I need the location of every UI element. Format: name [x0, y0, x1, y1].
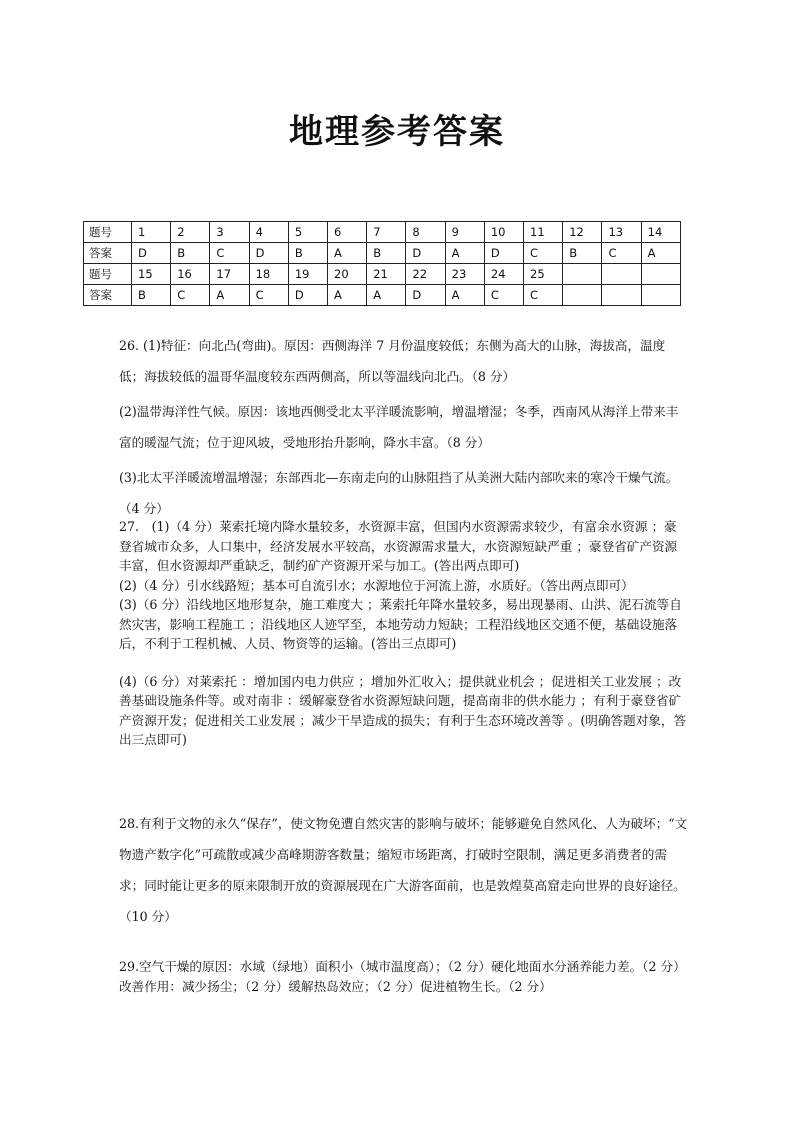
row-header: 题号 [84, 222, 132, 243]
q26-part2: (2)温带海洋性气候。原因：该地西侧受北太平洋暖流影响，增温增湿；冬季，西南风从海洋上带来丰富的暖湿气流；位于迎风坡，受地形抬升影响，降水丰富。（8 分） [119, 404, 679, 450]
question-28 [119, 808, 689, 932]
q28-text: 28.有利于文物的永久“保存”，使文物免遭自然灾害的影响与破坏；能够避免自然风化、人为破坏；“文物遗产数字化”可疏散或减少高峰期游客数量；缩短市场距离，打破时空限制，满足更多消费者的需求；同时能让更多的原来限制开放的资源展现在广大游客面前，也是敦煌莫高窟走向世界的良好途径。（10 分） [119, 816, 688, 924]
row-header: 答案 [84, 285, 132, 306]
answer-cell: 8 [406, 222, 445, 243]
answer-cell: A [641, 243, 680, 264]
answer-cell: 4 [249, 222, 288, 243]
answer-cell: C [524, 285, 563, 306]
answer-cell: D [406, 243, 445, 264]
answer-cell: D [484, 243, 523, 264]
q27-part1: 27. (1)（4 分）莱索托境内降水量较多，水资源丰富，但国内水资源需求较少，有富余水资源 ；豪登省城市众多，人口集中，经济发展水平较高，水资源需求量大，水资源短缺严重 ；豪登省矿产资源丰富，但水资源却严重缺乏，制约矿产资源开采与加工。(答出两点即可) [119, 519, 678, 573]
answer-cell [602, 264, 641, 285]
q29-part1: 29.空气干燥的原因：水域（绿地）面积小（城市温度高）；（2 分）硬化地面水分涵养能力差。（2 分） [119, 959, 686, 974]
answer-cell: 5 [288, 222, 327, 243]
question-27 [119, 517, 689, 750]
q27-part2: (2)（4 分）引水线路短；基本可自流引水；水源地位于河流上游，水质好。（答出两点即可） [119, 577, 634, 593]
answer-cell: 10 [484, 222, 523, 243]
answer-table-row [84, 285, 681, 306]
answer-cell: 13 [602, 222, 641, 243]
answer-cell: 9 [445, 222, 484, 243]
answer-cell: 18 [249, 264, 288, 285]
answer-cell: A [367, 285, 406, 306]
answer-cell: 19 [288, 264, 327, 285]
answer-cell: 20 [328, 264, 367, 285]
answer-cell: 22 [406, 264, 445, 285]
row-header: 答案 [84, 243, 132, 264]
answer-cell: C [249, 285, 288, 306]
q26-part3: (3)北太平洋暖流增温增湿；东部西北—东南走向的山脉阻挡了从美洲大陆内部吹来的寒冷干燥气流。（4 分） [119, 470, 679, 516]
answer-cell: 15 [132, 264, 171, 285]
answer-cell: A [210, 285, 249, 306]
answer-cell: C [524, 243, 563, 264]
answer-table-row [84, 243, 681, 264]
answer-cell: A [445, 243, 484, 264]
answer-cell: A [445, 285, 484, 306]
answer-cell: 16 [171, 264, 210, 285]
answer-cell: D [288, 285, 327, 306]
answer-cell: C [210, 243, 249, 264]
answer-cell: B [132, 285, 171, 306]
answer-cell: C [484, 285, 523, 306]
answer-cell: 17 [210, 264, 249, 285]
answer-table [83, 221, 681, 306]
answer-cell: 6 [328, 222, 367, 243]
answer-cell: D [249, 243, 288, 264]
answer-table-row [84, 222, 681, 243]
page-title: 地理参考答案 [289, 112, 505, 152]
answer-cell: B [367, 243, 406, 264]
answer-cell: 7 [367, 222, 406, 243]
answer-cell: 12 [563, 222, 602, 243]
answer-cell [641, 264, 680, 285]
question-29 [119, 957, 689, 996]
q29-part2: 改善作用：减少扬尘；（2 分）缓解热岛效应；（2 分）促进植物生长。（2 分） [119, 978, 552, 994]
answer-cell: 24 [484, 264, 523, 285]
answer-cell: C [602, 243, 641, 264]
question-26 [119, 330, 689, 524]
answer-cell: 21 [367, 264, 406, 285]
answer-cell: 2 [171, 222, 210, 243]
answer-cell [602, 285, 641, 306]
answer-cell: B [563, 243, 602, 264]
answer-cell: 14 [641, 222, 680, 243]
answer-cell: 25 [524, 264, 563, 285]
row-header: 题号 [84, 264, 132, 285]
answer-cell: B [288, 243, 327, 264]
answer-table-row [84, 264, 681, 285]
answer-cell: 3 [210, 222, 249, 243]
answer-cell: D [132, 243, 171, 264]
answer-cell: D [406, 285, 445, 306]
answer-cell [563, 285, 602, 306]
q27-part4: (4)（6 分）对莱索托 ：增加国内电力供应 ；增加外汇收入；提供就业机会 ；促进相关工业发展 ；改善基础设施条件等。或对南非 ：缓解豪登省水资源短缺问题，提高南非的供水能力 ；有利于豪登省矿产资源开发；促进相关工业发展 ；减少干旱造成的损失；有利于生态环境改善等 。(明确答题对象，答出三点即可) [119, 673, 687, 747]
answer-cell: 1 [132, 222, 171, 243]
answer-cell: B [171, 243, 210, 264]
answer-cell: A [328, 243, 367, 264]
answer-cell [641, 285, 680, 306]
answer-cell: C [171, 285, 210, 306]
answer-cell: 23 [445, 264, 484, 285]
q26-part1: 26. (1)特征：向北凸(弯曲)。原因：西侧海洋 7 月份温度较低；东侧为高大的山脉，海拔高，温度低；海拔较低的温哥华温度较东西两侧高，所以等温线向北凸。（8 分） [119, 338, 666, 384]
answer-cell [563, 264, 602, 285]
answer-cell: 11 [524, 222, 563, 243]
answer-cell: A [328, 285, 367, 306]
q27-part3: (3)（6 分）沿线地区地形复杂，施工难度大 ；莱索托年降水量较多，易出现暴雨、山洪、泥石流等自然灾害，影响工程施工 ；沿线地区人迹罕至，本地劳动力短缺；工程沿线地区交通不便，基础设施落后，不利于工程机械、人员、物资等的运输。(答出三点即可) [119, 597, 682, 651]
